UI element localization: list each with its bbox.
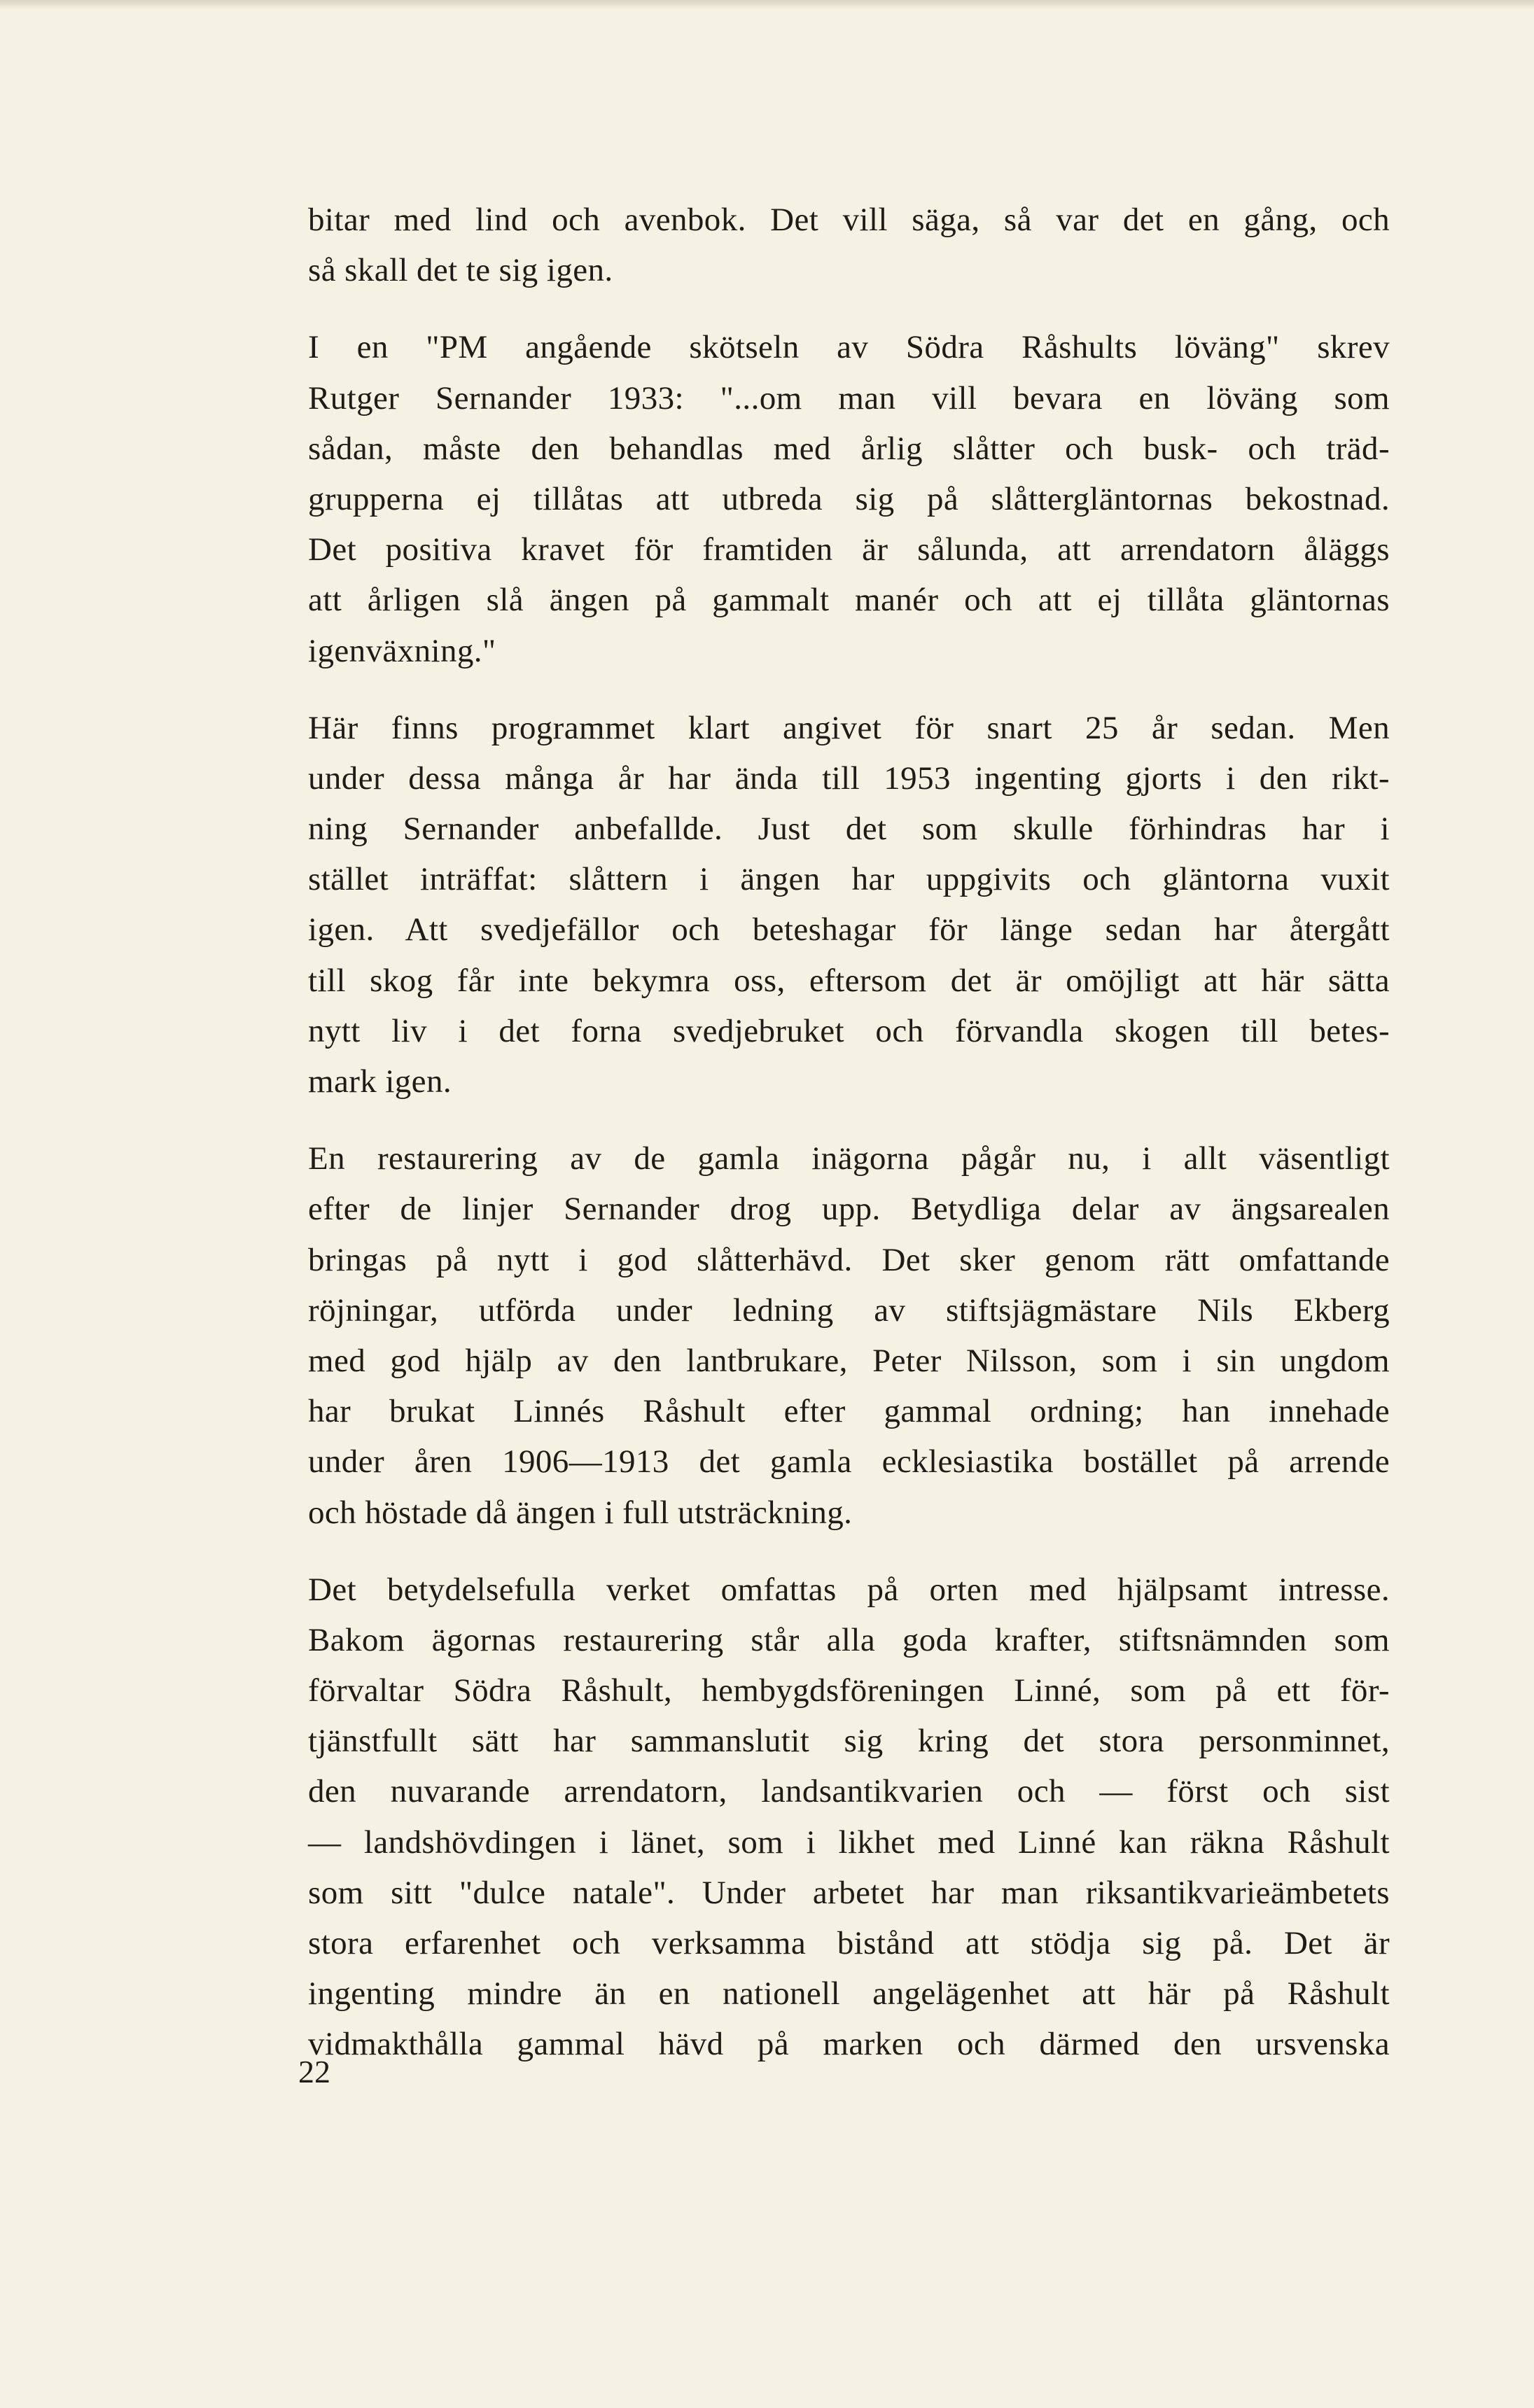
- text-line: nytt liv i det forna svedjebruket och förvandla skogen till betes-: [308, 1012, 1390, 1049]
- text-line: att årligen slå ängen på gammalt manér och att ej tillåta gläntornas: [308, 582, 1390, 619]
- paragraph-gap: [308, 1538, 1390, 1564]
- page-number: 22: [298, 2054, 330, 2090]
- text-line: bitar med lind och avenbok. Det vill säga, så var det en gång, och: [308, 202, 1390, 238]
- text-line: förvaltar Södra Råshult, hembygdsföreningen Linné, som på ett för-: [308, 1672, 1390, 1709]
- text-line: med god hjälp av den lantbrukare, Peter Nilsson, som i sin ungdom: [308, 1342, 1390, 1379]
- text-line: Det positiva kravet för framtiden är sålunda, att arrendatorn åläggs: [308, 531, 1390, 568]
- text-line: Rutger Sernander 1933: "...om man vill bevara en löväng som: [308, 379, 1390, 416]
- text-line: har brukat Linnés Råshult efter gammal ordning; han innehade: [308, 1393, 1390, 1430]
- text-line: mark igen.: [308, 1063, 452, 1100]
- text-line: under åren 1906—1913 det gamla ecklesiastika bostället på arrende: [308, 1443, 1390, 1480]
- text-line: Bakom ägornas restaurering står alla goda krafter, stiftsnämnden som: [308, 1621, 1390, 1658]
- text-line: Här finns programmet klart angivet för snart 25 år sedan. Men: [308, 709, 1390, 746]
- text-line: under dessa många år har ända till 1953 ingenting gjorts i den rikt-: [308, 760, 1390, 797]
- text-line: ning Sernander anbefallde. Just det som skulle förhindras har i: [308, 811, 1390, 848]
- text-line: stället inträffat: slåttern i ängen har uppgivits och gläntorna vuxit: [308, 861, 1390, 898]
- text-line: den nuvarande arrendatorn, landsantikvarien och — först och sist: [308, 1773, 1390, 1810]
- text-line: — landshövdingen i länet, som i likhet med Linné kan räkna Råshult: [308, 1823, 1390, 1861]
- text-line: igenväxning.": [308, 632, 496, 669]
- text-line: grupperna ej tillåtas att utbreda sig på slåttergläntornas bekostnad.: [308, 480, 1390, 517]
- page-top-edge: [0, 0, 1534, 10]
- text-line: så skall det te sig igen.: [308, 252, 613, 289]
- text-line: Det betydelsefulla verket omfattas på orten med hjälpsamt intresse.: [308, 1571, 1390, 1608]
- text-line: som sitt "dulce natale". Under arbetet har man riksantikvarieämbetets: [308, 1874, 1390, 1911]
- text-line: och höstade då ängen i full utsträckning.: [308, 1494, 853, 1531]
- text-line: bringas på nytt i god slåtterhävd. Det sker genom rätt omfattande: [308, 1241, 1390, 1278]
- text-line: I en "PM angående skötseln av Södra Råshults löväng" skrev: [308, 329, 1390, 366]
- text-line: tjänstfullt sätt har sammanslutit sig kring det stora personminnet,: [308, 1723, 1390, 1760]
- text-line: efter de linjer Sernander drog upp. Betydliga delar av ängsarealen: [308, 1191, 1390, 1228]
- text-line: ingenting mindre än en nationell angelägenhet att här på Råshult: [308, 1975, 1390, 2012]
- text-line: till skog får inte bekymra oss, eftersom det är omöjligt att här sätta: [308, 962, 1390, 999]
- text-line: igen. Att svedjefällor och beteshagar för länge sedan har återgått: [308, 911, 1390, 948]
- text-line: röjningar, utförda under ledning av stiftsjägmästare Nils Ekberg: [308, 1292, 1390, 1329]
- paragraph-gap: [308, 295, 1390, 322]
- text-line: En restaurering av de gamla inägorna pågår nu, i allt väsentligt: [308, 1140, 1390, 1177]
- text-line: stora erfarenhet och verksamma bistånd att stödja sig på. Det är: [308, 1925, 1390, 1961]
- text-line: sådan, måste den behandlas med årlig slåtter och busk- och träd-: [308, 430, 1390, 467]
- text-line: vidmakthålla gammal hävd på marken och därmed den ursvenska: [308, 2026, 1390, 2063]
- paragraph-gap: [308, 676, 1390, 703]
- paragraph-gap: [308, 1107, 1390, 1133]
- body-text: [308, 195, 1390, 2070]
